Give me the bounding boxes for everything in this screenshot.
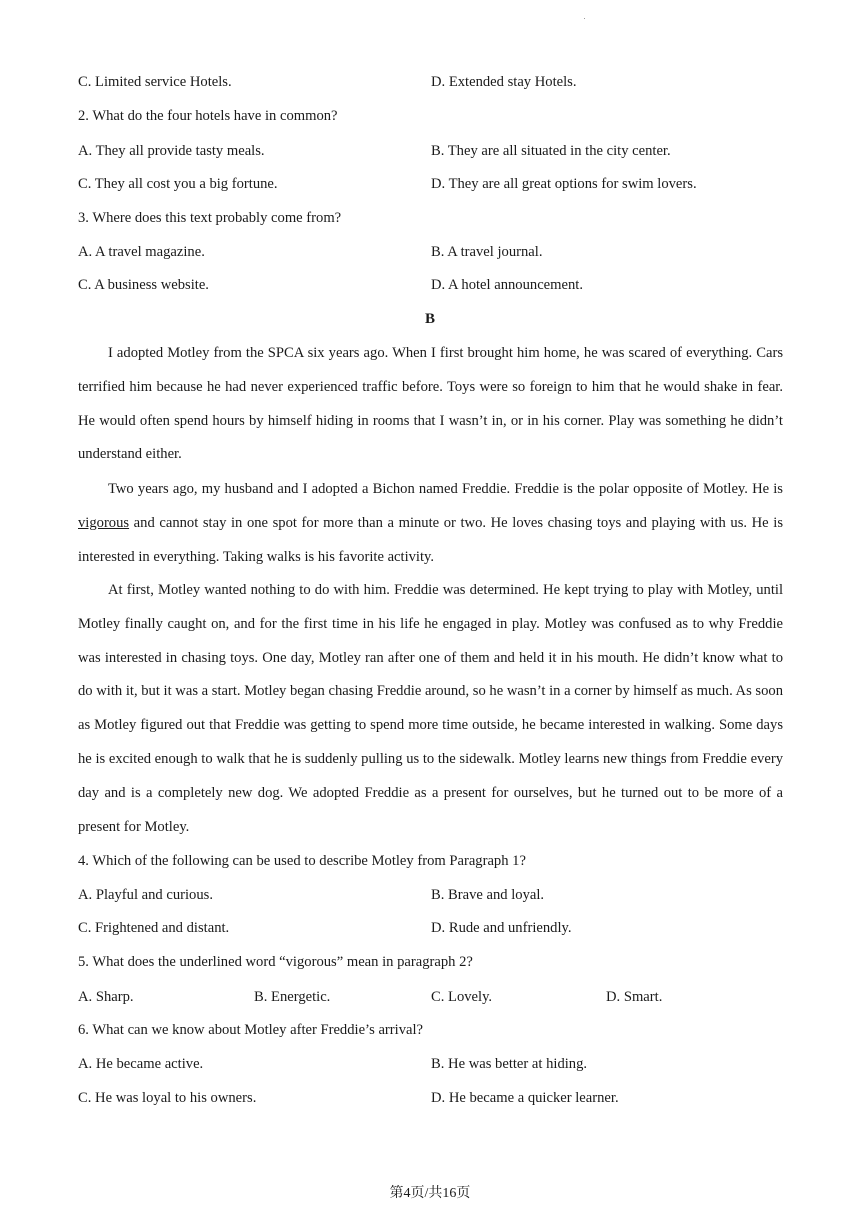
page-number: 第4页/共16页 [389,1186,471,1201]
q5-option-a: A. Sharp. [78,989,134,1005]
passage-paragraph-1: I adopted Motley from the SPCA six years ago. When I first brought him home, he was scared of everything. Cars terrified him because he had never experienced traffic before. Toys were so foreign to him that he would shake in fear. He would often spend hours by himself hiding in rooms that I wasn’t in, or in his corner. Play was something he didn’t understand either. [78,345,783,463]
q4-option-d: D. Rude and unfriendly. [431,920,572,936]
q2-question: 2. What do the four hotels have in common? [78,108,338,124]
passage-paragraph-2 [78,473,783,574]
q2-option-d: D. They are all great options for swim lovers. [431,176,697,192]
q4-option-a: A. Playful and curious. [78,887,213,903]
q2-option-a: A. They all provide tasty meals. [78,143,265,159]
section-b-title: B [424,311,435,327]
q5-option-d: D. Smart. [606,989,663,1005]
q4-question: 4. Which of the following can be used to describe Motley from Paragraph 1? [78,853,526,869]
q6-option-b: B. He was better at hiding. [431,1056,588,1072]
q5-option-c: C. Lovely. [431,989,493,1005]
q2-option-b: B. They are all situated in the city center. [431,143,671,159]
q1-option-d: D. Extended stay Hotels. [431,74,577,90]
q6-question: 6. What can we know about Motley after Freddie’s arrival? [78,1022,423,1038]
paragraph-2-text-before: Two years ago, my husband and I adopted a Bichon named Freddie. Freddie is the polar opposite of Motley. He is [108,481,783,497]
q6-option-d: D. He became a quicker learner. [431,1090,619,1106]
q2-option-c: C. They all cost you a big fortune. [78,176,278,192]
q3-option-b: B. A travel journal. [431,244,543,260]
passage-paragraph-3: At first, Motley wanted nothing to do with him. Freddie was determined. He kept trying to play with Motley, until Motley finally caught on, and for the first time in his life he engaged in play. Motley was confused as to why Freddie was interested in chasing toys. One day, Motley ran after one of them and held it in his mouth. He didn’t know what to do with it, but it was a start. Motley began chasing Freddie around, so he wasn’t in a corner by himself as much. As soon as Motley figured out that Freddie was getting to spend more time outside, he became interested in walking. Some days he is excited enough to walk that he is suddenly pulling us to the sidewalk. Motley learns new things from Freddie every day and is a completely new dog. We adopted Freddie as a present for ourselves, but he turned out to be more of a present for Motley. [78,582,783,835]
underlined-word-vigorous: vigorous [78,514,130,531]
q3-option-d: D. A hotel announcement. [431,277,583,293]
q6-option-a: A. He became active. [78,1056,204,1072]
q3-option-a: A. A travel magazine. [78,244,205,260]
q4-option-c: C. Frightened and distant. [78,920,230,936]
q3-question: 3. Where does this text probably come from? [78,210,342,226]
scan-artifact-dot [584,18,585,19]
q3-option-c: C. A business website. [78,277,209,293]
q5-question: 5. What does the underlined word “vigorous” mean in paragraph 2? [78,954,473,970]
q4-option-b: B. Brave and loyal. [431,887,545,903]
paragraph-2-text-after: and cannot stay in one spot for more than a minute or two. He loves chasing toys and playing with us. He is interested in everything. Taking walks is his favorite activity. [78,514,783,565]
q5-option-b: B. Energetic. [254,989,331,1005]
q6-option-c: C. He was loyal to his owners. [78,1090,257,1106]
q1-option-c: C. Limited service Hotels. [78,74,232,90]
